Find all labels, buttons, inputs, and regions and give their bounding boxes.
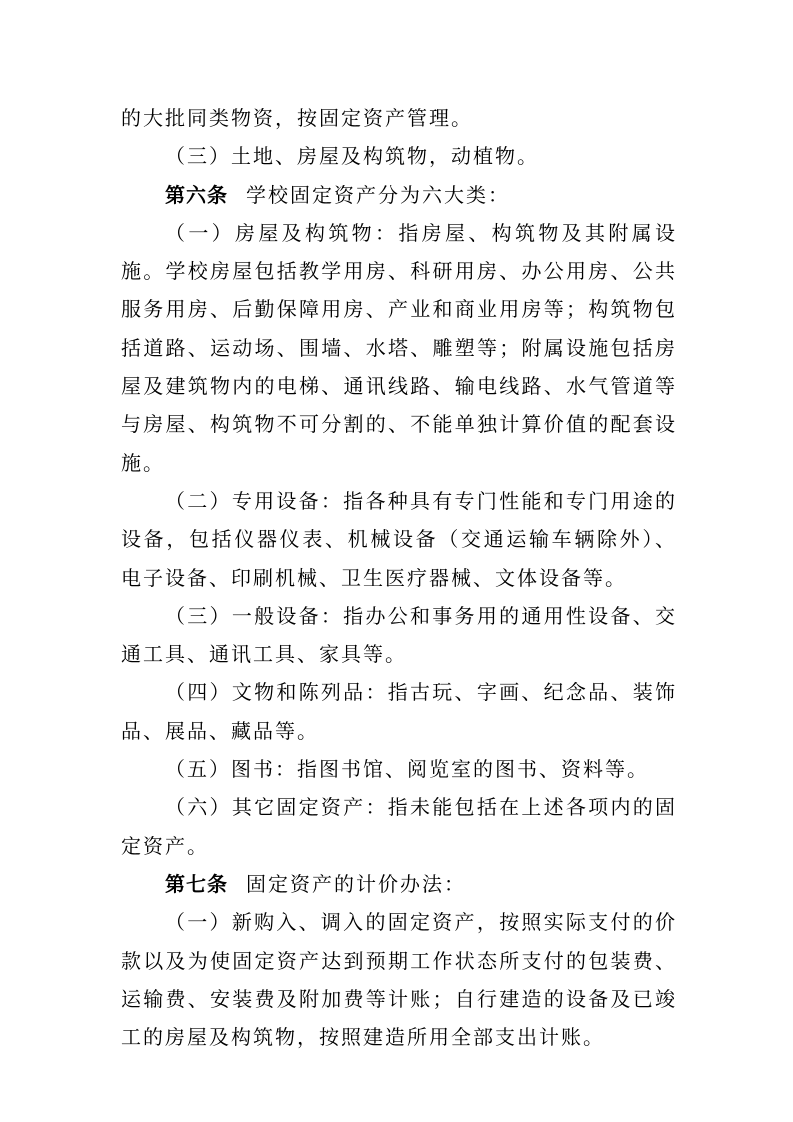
article-6-label: 第六条 [165, 182, 228, 207]
document-body [121, 99, 677, 1056]
paragraph-general-equipment: （三）一般设备：指办公和事务用的通用性设备、交通工具、通讯工具、家具等。 [121, 603, 677, 667]
paragraph-continuation: 的大批同类物资，按固定资产管理。 [121, 106, 473, 130]
article-7-label: 第七条 [165, 871, 228, 896]
paragraph-item-3-land: （三）土地、房屋及构筑物，动植物。 [165, 144, 539, 169]
article-6-heading [121, 176, 677, 214]
article-7-heading [121, 865, 677, 903]
paragraph-valuation-new-assets: （一）新购入、调入的固定资产，按照实际支付的价款以及为使固定资产达到预期工作状态所支付的包装费、运输费、安装费及附加费等计账；自行建造的设备及已竣工的房屋及构筑物，按照建造所用全部支出计账。 [121, 910, 677, 1050]
article-7-text: 固定资产的计价办法： [246, 871, 466, 896]
paragraph-buildings: （一）房屋及构筑物：指房屋、构筑物及其附属设施。学校房屋包括教学用房、科研用房、办公用房、公共服务用房、后勤保障用房、产业和商业用房等；构筑物包括道路、运动场、围墙、水塔、雕塑等；附属设施包括房屋及建筑物内的电梯、通讯线路、输电线路、水气管道等与房屋、构筑物不可分割的、不能单独计算价值的配套设施。 [121, 220, 677, 475]
paragraph-other-assets: （六）其它固定资产：指未能包括在上述各项内的固定资产。 [121, 795, 677, 858]
article-6-text: 学校固定资产分为六大类： [246, 182, 510, 207]
paragraph-special-equipment: （二）专用设备：指各种具有专门性能和专门用途的设备，包括仪器仪表、机械设备（交通运输车辆除外）、电子设备、印刷机械、卫生医疗器械、文体设备等。 [121, 488, 677, 590]
paragraph-cultural-relics: （四）文物和陈列品：指古玩、字画、纪念品、装饰品、展品、藏品等。 [121, 680, 677, 743]
paragraph-books: （五）图书：指图书馆、阅览室的图书、资料等。 [165, 757, 649, 782]
